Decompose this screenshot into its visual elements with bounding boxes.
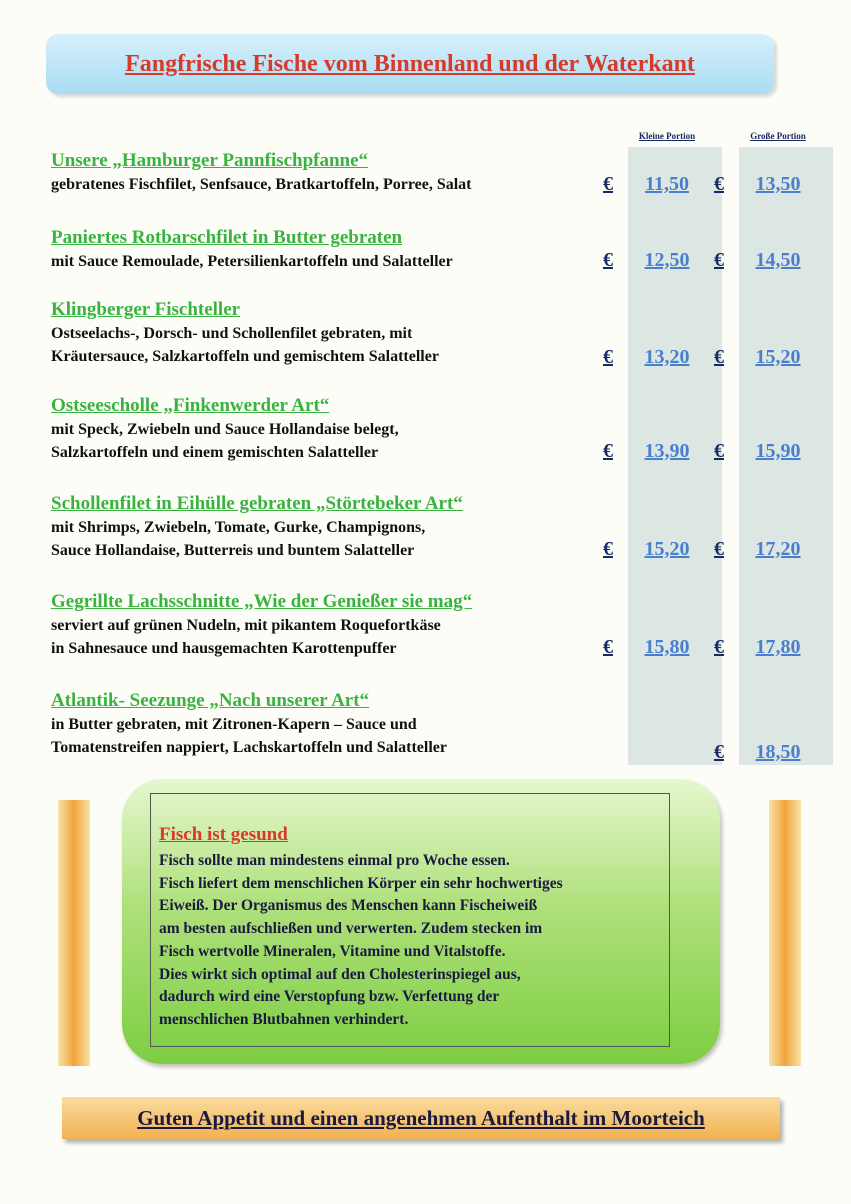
- footer-text: Guten Appetit und einen angenehmen Aufenthalt im Moorteich: [137, 1105, 705, 1130]
- dish-item: [51, 226, 611, 273]
- dish-name: Ostseescholle „Finkenwerder Art“: [51, 395, 330, 416]
- info-box: [122, 779, 720, 1064]
- dish-description: Salzkartoffeln und einem gemischten Salatteller: [51, 444, 379, 461]
- euro-sign: €: [603, 440, 613, 462]
- euro-sign: €: [714, 636, 724, 658]
- euro-sign: €: [603, 636, 613, 658]
- dish-description: mit Sauce Remoulade, Petersilienkartoffeln und Salatteller: [51, 253, 453, 270]
- price-large: 15,90: [755, 440, 801, 462]
- info-line: dadurch wird eine Verstopfung bzw. Verfettung der: [159, 988, 500, 1006]
- euro-sign: €: [714, 346, 724, 368]
- info-line: Fisch wertvolle Mineralen, Vitamine und Vitalstoffe.: [159, 942, 506, 960]
- price-large: 17,20: [755, 538, 801, 560]
- price-small: 13,90: [644, 440, 690, 462]
- price-large: 18,50: [755, 741, 801, 763]
- info-line: Fisch sollte man mindestens einmal pro Woche essen.: [159, 852, 510, 869]
- dish-item: [51, 590, 611, 660]
- dish-name: Paniertes Rotbarschfilet in Butter gebraten: [51, 227, 403, 248]
- info-text: [159, 850, 563, 1032]
- euro-sign: €: [714, 249, 724, 271]
- price-large: 17,80: [755, 636, 801, 658]
- dish-description: gebratenes Fischfilet, Senfsauce, Bratkartoffeln, Porree, Salat: [51, 176, 472, 193]
- column-header-large: Große Portion: [750, 131, 806, 141]
- dish-item: [51, 492, 611, 562]
- dish-item: [51, 149, 611, 196]
- price-small: 11,50: [645, 173, 689, 195]
- euro-sign: €: [714, 173, 724, 195]
- info-line: Eiweiß. Der Organismus des Menschen kann Fischeiweiß: [159, 897, 538, 915]
- info-line: Dies wirkt sich optimal auf den Cholesterinspiegel aus,: [159, 965, 521, 983]
- dish-name: Schollenfilet in Eihülle gebraten „Störtebeker Art“: [51, 493, 463, 514]
- price-small: 12,50: [644, 249, 690, 271]
- title-banner: [46, 34, 774, 94]
- euro-sign: €: [603, 173, 613, 195]
- dish-item: [51, 394, 611, 464]
- price-small: 15,80: [644, 636, 690, 658]
- dish-description: Ostseelachs-, Dorsch- und Schollenfilet gebraten, mit: [51, 325, 413, 342]
- dish-item: [51, 689, 611, 759]
- euro-sign: €: [714, 440, 724, 462]
- dish-description: serviert auf grünen Nudeln, mit pikantem Roquefortkäse: [51, 617, 441, 634]
- price-small: 15,20: [644, 538, 690, 560]
- dish-name: Atlantik- Seezunge „Nach unserer Art“: [51, 690, 370, 711]
- euro-sign: €: [603, 346, 613, 368]
- price-large: 14,50: [755, 249, 801, 271]
- dish-description: Tomatenstreifen nappiert, Lachskartoffeln und Salatteller: [51, 739, 447, 756]
- dish-description: Kräutersauce, Salzkartoffeln und gemischtem Salatteller: [51, 348, 439, 365]
- euro-sign: €: [603, 249, 613, 271]
- column-header-small: Kleine Portion: [638, 131, 696, 141]
- dish-description: mit Speck, Zwiebeln und Sauce Hollandaise belegt,: [51, 421, 399, 438]
- page-title: Fangfrische Fische vom Binnenland und der Waterkant: [125, 50, 695, 77]
- footer-banner: [62, 1097, 780, 1139]
- info-line: am besten aufschließen und verwerten. Zudem stecken im: [159, 920, 543, 938]
- dish-name: Unsere „Hamburger Pannfischpfanne“: [51, 150, 369, 171]
- euro-sign: €: [714, 538, 724, 560]
- price-large: 15,20: [755, 346, 801, 368]
- dish-item: [51, 298, 611, 368]
- info-line: menschlichen Blutbahnen verhindert.: [159, 1010, 409, 1028]
- euro-sign: €: [714, 741, 724, 763]
- price-small: 13,20: [644, 346, 690, 368]
- decorative-bar-left: [58, 800, 90, 1066]
- info-frame: [150, 793, 670, 1047]
- euro-sign: €: [603, 538, 613, 560]
- dish-description: mit Shrimps, Zwiebeln, Tomate, Gurke, Champignons,: [51, 519, 426, 536]
- dish-description: Sauce Hollandaise, Butterreis und buntem Salatteller: [51, 542, 415, 559]
- price-large: 13,50: [755, 173, 801, 195]
- info-title: Fisch ist gesund: [159, 824, 288, 845]
- dish-name: Gegrillte Lachsschnitte „Wie der Genießer sie mag“: [51, 591, 473, 612]
- decorative-bar-right: [769, 800, 801, 1066]
- info-line: Fisch liefert dem menschlichen Körper ein sehr hochwertiges: [159, 874, 563, 892]
- dish-name: Klingberger Fischteller: [51, 299, 241, 320]
- dish-description: in Butter gebraten, mit Zitronen-Kapern – Sauce und: [51, 716, 417, 733]
- dish-description: in Sahnesauce und hausgemachten Karottenpuffer: [51, 640, 397, 657]
